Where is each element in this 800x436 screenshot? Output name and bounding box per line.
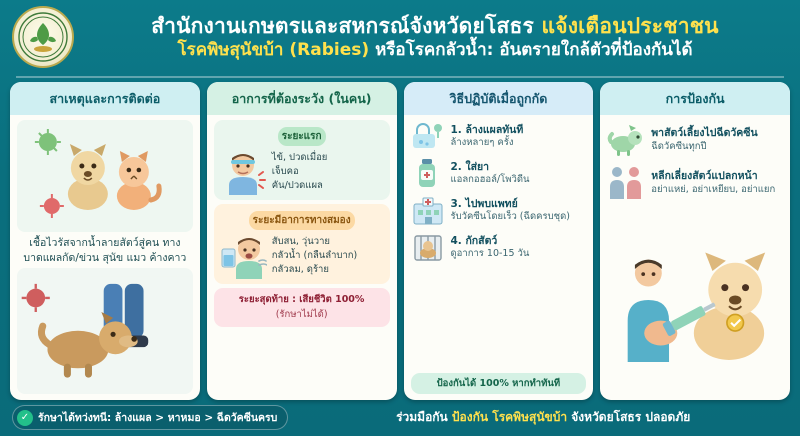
cage-icon: [411, 231, 445, 263]
card-prevention-body: [600, 115, 790, 400]
antiseptic-bottle-icon: [411, 157, 445, 189]
hydrophobia-icon: [219, 233, 267, 279]
hospital-icon: [411, 194, 445, 226]
header-office-name: สำนักงานเกษตรและสหกรณ์จังหวัดยโสธร: [151, 13, 534, 38]
symptom-stage-1-label: ระยะแรก: [278, 127, 326, 146]
symptom-stage-3: [214, 288, 390, 327]
first-aid-step-2-detail: แอลกอฮอล์/โพวิดีน: [450, 173, 530, 185]
symptom-stage-1: [214, 120, 390, 200]
symptom-1-line-1: ไข้, ปวดเมื่อย: [271, 152, 328, 164]
card-causes: [10, 82, 200, 400]
prevention-item-2-detail: อย่าแหย่, อย่าเหยียบ, อย่าแยก: [651, 184, 776, 196]
header-alert-word: แจ้งเตือนประชาชน: [541, 13, 719, 38]
header-title-line2: [84, 41, 786, 61]
first-aid-step-4-detail: ดูอาการ 10-15 วัน: [450, 247, 530, 259]
symptom-stage-2: [214, 204, 390, 284]
poster-footer: [0, 402, 800, 436]
dog-vaccine-icon: [607, 120, 645, 158]
card-symptoms-heading: อาการที่ต้องระวัง (ในคน): [207, 82, 397, 115]
prevention-item-1-title: พาสัตว์เลี้ยงไปฉีดวัคซีน: [651, 127, 758, 140]
header-disease-name: โรคพิษสุนัขบ้า (Rabies): [177, 39, 376, 60]
first-aid-step-2-title: 2. ใส่ยา: [450, 160, 490, 173]
first-aid-step-3-title: 3. ไปพบแพทย์: [450, 197, 518, 210]
dog-cat-icon: [17, 120, 193, 232]
sick-person-fever-icon: [219, 149, 267, 195]
wash-hands-icon: [411, 120, 445, 152]
dog-cat-illustration: [17, 120, 193, 232]
first-aid-footer-note: ป้องกันได้ 100% หากทำทันที: [411, 373, 587, 394]
symptom-stage-2-text: [272, 235, 358, 276]
prevention-item-1-detail: ฉีดวัคซีนทุกปี: [651, 141, 707, 153]
symptom-2-line-2: กลัวน้ำ (กลืนลำบาก): [271, 250, 358, 262]
first-aid-step-4-title: 4. กักสัตว์: [450, 234, 498, 247]
card-first-aid: [404, 82, 594, 400]
dog-biting-person-icon: [17, 268, 193, 394]
symptom-stage-3-note: (รักษาไม่ได้): [275, 309, 328, 320]
symptom-stage-3-label: ระยะสุดท้าย : เสียชีวิต 100%: [238, 294, 365, 305]
check-icon: ✓: [17, 410, 33, 426]
prevention-item-2-title: หลีกเลี่ยงสัตว์แปลกหน้า: [651, 170, 758, 183]
symptom-2-line-3: กลัวลม, ดุร้าย: [271, 263, 329, 275]
bite-scene-illustration: [17, 268, 193, 394]
provincial-seal-logo: [12, 6, 74, 68]
card-symptoms: [207, 82, 397, 400]
header-subtitle: หรือโรคกลัวน้ำ: อันตรายใกล้ตัวที่ป้องกันได้: [375, 39, 693, 60]
footer-slogan-highlight: ป้องกัน โรคพิษสุนัขบ้า: [451, 410, 572, 424]
avoid-stray-icon: [607, 163, 645, 201]
first-aid-step-1: [411, 120, 587, 152]
symptom-2-line-1: สับสน, วุ่นวาย: [271, 236, 330, 248]
footer-pill-text: รักษาได้ทว่งทนี: ล้างแผล > หาหมอ > ฉีดวัคซีนครบ: [38, 412, 278, 424]
card-causes-text: เชื้อไวรัสจากน้ำลายสัตว์สู่คน ทางบาดแผลกัด/ข่วน สุนัข แมว ค้างคาว: [23, 237, 187, 265]
symptom-1-line-2: เจ็บคอ: [271, 166, 299, 178]
first-aid-step-3-detail: รับวัคซีนโดยเร็ว (ฉีดครบชุด): [450, 210, 570, 222]
symptom-1-line-3: คัน/ปวดแผล: [271, 179, 323, 191]
prevention-item-1: [607, 120, 783, 158]
card-prevention: [600, 82, 790, 400]
first-aid-step-4: [411, 231, 587, 263]
first-aid-step-2: [411, 157, 587, 189]
header-text-block: [84, 14, 786, 61]
card-causes-body: [10, 115, 200, 400]
prevention-item-2: [607, 163, 783, 201]
card-symptoms-body: [207, 115, 397, 400]
symptom-stage-2-label: ระยะมีอาการทางสมอง: [249, 211, 355, 230]
vet-and-dog-icon: [607, 206, 783, 394]
footer-slogan: [298, 408, 788, 427]
header-title-line1: [84, 14, 786, 38]
poster-header: [0, 0, 800, 72]
prevention-illustration: [607, 206, 783, 394]
content-columns: [0, 78, 800, 402]
first-aid-step-3: [411, 194, 587, 226]
footer-slogan-part1: ร่วมมือกัน: [396, 410, 452, 424]
card-first-aid-heading: วิธีปฏิบัติเมื่อถูกกัด: [404, 82, 594, 115]
footer-slogan-part2: จังหวัดยโสธร ปลอดภัย: [571, 410, 691, 424]
card-causes-heading: สาเหตุและการติดต่อ: [10, 82, 200, 115]
symptom-stage-1-text: [272, 151, 328, 192]
first-aid-step-1-detail: ล้างหลายๆ ครั้ง: [450, 136, 514, 148]
first-aid-step-1-title: 1. ล้างแผลทันที: [450, 123, 524, 136]
seal-icon: [17, 11, 69, 63]
card-first-aid-body: [404, 115, 594, 400]
card-prevention-heading: การป้องกัน: [600, 82, 790, 115]
footer-treatment-pill: [12, 405, 288, 430]
